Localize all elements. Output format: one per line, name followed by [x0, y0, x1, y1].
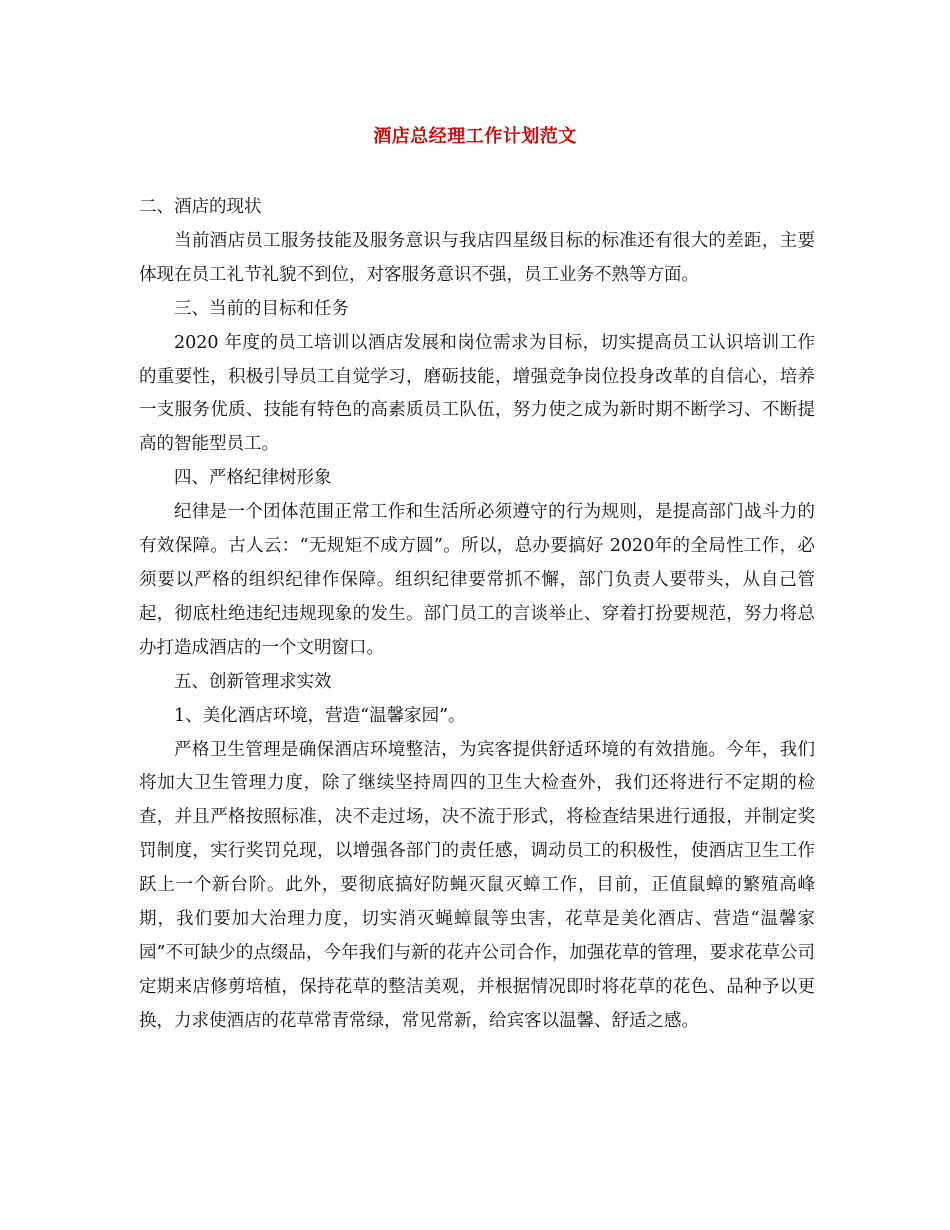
section-heading-goals: 三、当前的目标和任务	[174, 298, 349, 319]
document-title: 酒店总经理工作计划范文	[373, 126, 577, 147]
document-body	[139, 191, 815, 1039]
paragraph-environment: 严格卫生管理是确保酒店环境整洁，为宾客提供舒适环境的有效措施。今年，我们将加大卫生管理力度，除了继续坚持周四的卫生大检查外，我们还将进行不定期的检查，并且严格按照标准，决不走过场，决不流于形式，将检查结果进行通报，并制定奖罚制度，实行奖罚兑现，以增强各部门的责任感，调动员工的积极性，使酒店卫生工作跃上一个新台阶。此外，要彻底搞好防蝇灭鼠灭蟑工作，目前，正值鼠蟑的繁殖高峰期，我们要加大治理力度，切实消灭蝇蟑鼠等虫害，花草是美化酒店、营造“温馨家园”不可缺少的点缀品，今年我们与新的花卉公司合作，加强花草的管理，要求花草公司定期来店修剪培植，保持花草的整洁美观，并根据情况即时将花草的花色、品种予以更换，力求使酒店的花草常青常绿，常见常新，给宾客以温馨、舒适之感。	[139, 739, 815, 1031]
section-heading-status: 二、酒店的现状	[139, 197, 262, 217]
section-heading-discipline: 四、严格纪律树形象	[174, 468, 332, 489]
subheading-environment: 1、美化酒店环境，营造“温馨家园”。	[174, 705, 466, 726]
paragraph-status: 当前酒店员工服务技能及服务意识与我店四星级目标的标准还有很大的差距，主要体现在员工礼节礼貌不到位，对客服务意识不强，员工业务不熟等方面。	[139, 230, 815, 285]
paragraph-discipline: 纪律是一个团体范围正常工作和生活所必须遵守的行为规则，是提高部门战斗力的有效保障。古人云：“无规矩不成方圆”。所以，总办要搞好 2020年的全局性工作，必须要以严格的组织纪律作保障。组织纪律要常抓不懈，部门负责人要带头，从自己管起，彻底杜绝违纪违规现象的发生。部门员工的言谈举止、穿着打扮要规范，努力将总办打造成酒店的一个文明窗口。	[139, 502, 815, 658]
paragraph-goals: 2020 年度的员工培训以酒店发展和岗位需求为目标，切实提高员工认识培训工作的重要性，积极引导员工自觉学习，磨砺技能，增强竞争岗位投身改革的自信心，培养一支服务优质、技能有特色的高素质员工队伍，努力使之成为新时期不断学习、不断提高的智能型员工。	[139, 332, 815, 455]
section-heading-innovation: 五、创新管理求实效	[174, 671, 332, 692]
